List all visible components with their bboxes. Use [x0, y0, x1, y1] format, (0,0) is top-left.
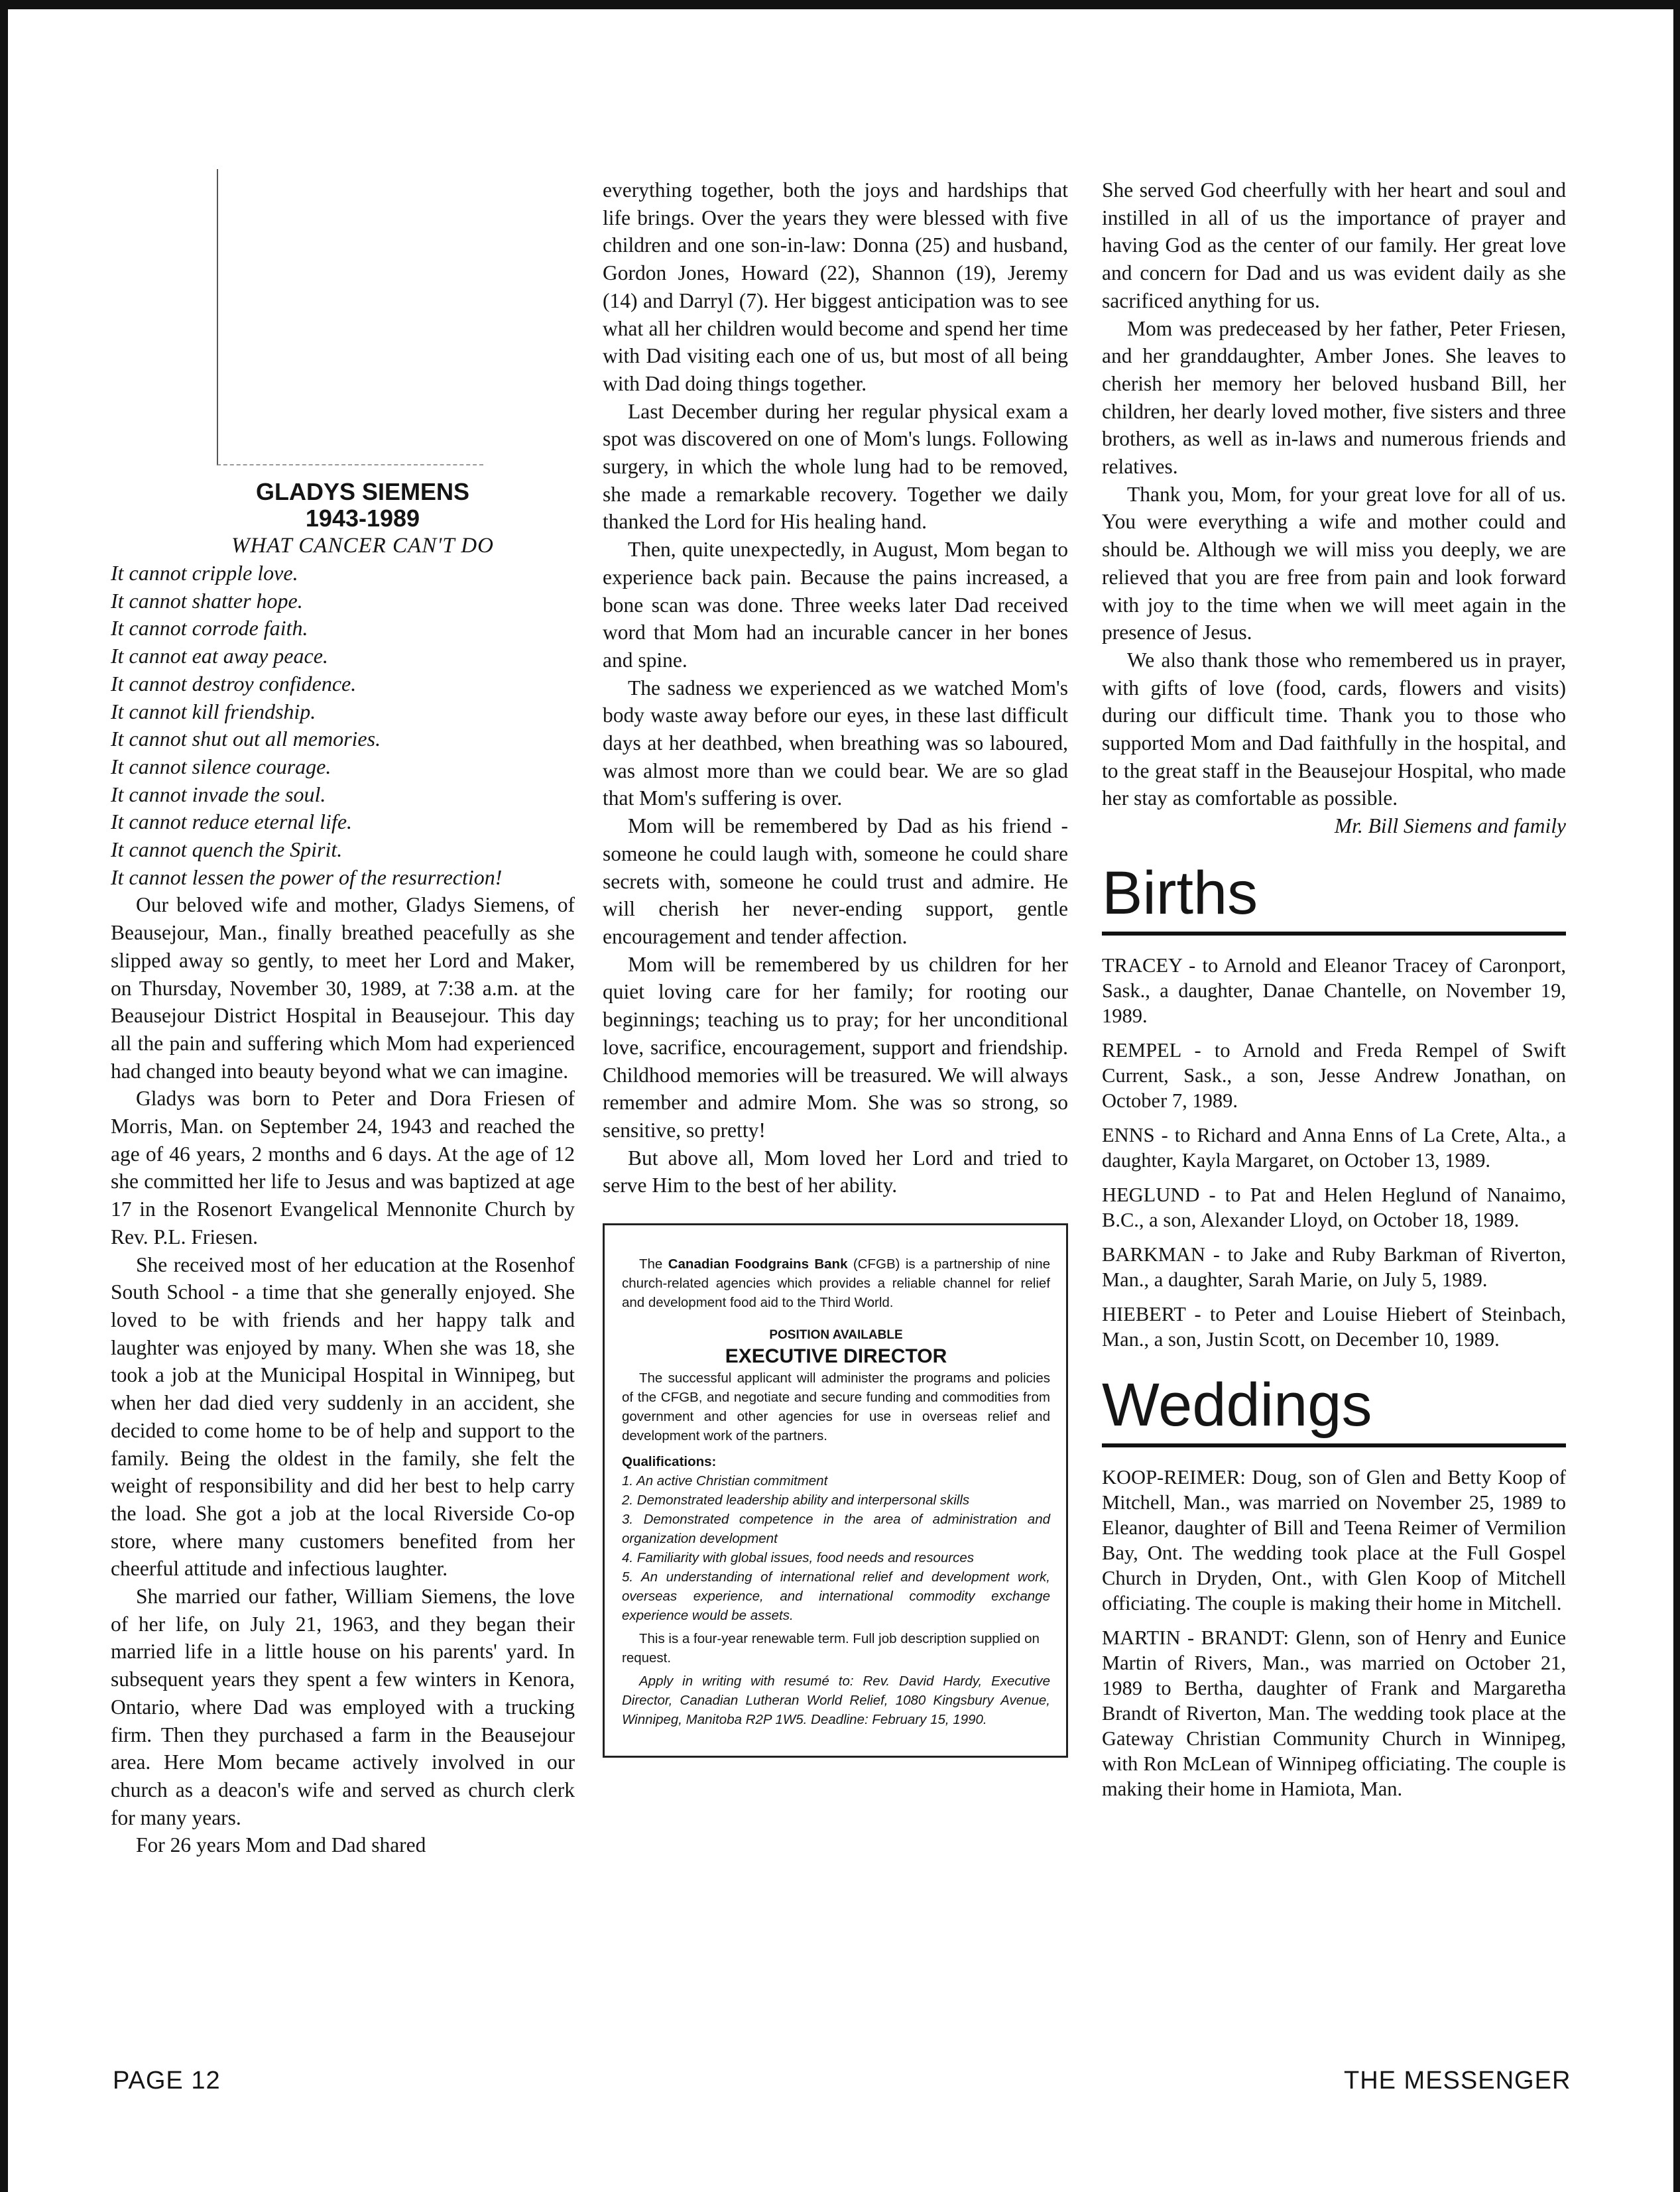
obituary-paragraph: Mom will be remembered by Dad as his friend - someone he could laugh with, someone he could share secrets with, someone he could trust and admire. He will cherish her never-ending support, gentle encouragement and tender affection.	[603, 814, 1068, 948]
publication-name: THE MESSENGER	[1344, 2067, 1571, 2095]
obituary-paragraph: For 26 years Mom and Dad shared	[136, 1833, 426, 1857]
obituary-signoff: Mr. Bill Siemens and family	[1334, 814, 1566, 838]
poem-line: It cannot eat away peace.	[111, 644, 328, 668]
birth-notice: BARKMAN - to Jake and Ruby Barkman of Riverton, Man., a daughter, Sarah Marie, on July 5, 1989.	[1102, 1243, 1566, 1291]
ad-position-title: EXECUTIVE DIRECTOR	[725, 1345, 947, 1368]
ad-qualifications-heading: Qualifications:	[622, 1454, 717, 1470]
obituary-paragraph: Our beloved wife and mother, Gladys Siemens, of Beausejour, Man., finally breathed peacefully as she slipped away so gently, to meet her Lord and Maker, on Thursday, November 30, 1989, at 7:38 a.m. at the Beausejour District Hospital in Beausejour. This day all the pain and suffering which Mom had experienced had changed into beauty beyond what we can imagine.	[111, 893, 575, 1083]
birth-notice: ENNS - to Richard and Anna Enns of La Crete, Alta., a daughter, Kayla Margaret, on October 13, 1989.	[1102, 1123, 1566, 1172]
obituary-name: GLADYS SIEMENS	[255, 478, 470, 505]
births-heading: Births	[1102, 859, 1566, 936]
ad-qualification: 5. An understanding of international relief and development work, overseas experience, and international commodity exchange experience would be assets.	[622, 1569, 1050, 1624]
obituary-paragraph: But above all, Mom loved her Lord and tried to serve Him to the best of her ability.	[603, 1146, 1068, 1197]
obituary-paragraph: The sadness we experienced as we watched Mom's body waste away before our eyes, in these last difficult days at her deathbed, when breathing was so laboured, was almost more than we could bear. We are so glad that Mom's suffering is over.	[603, 676, 1068, 810]
ad-term: This is a four-year renewable term. Full job description supplied on request.	[622, 1631, 1040, 1666]
obituary-paragraph: Then, quite unexpectedly, in August, Mom began to experience back pain. Because the pains increased, a bone scan was done. Three weeks later Dad received word that Mom had an incurable cancer in her bones and spine.	[603, 538, 1068, 672]
obituary-paragraph: We also thank those who remembered us in prayer, with gifts of love (food, cards, flowers and visits) during our difficult time. Thank you to those who supported Mom and Dad faithfully in the hospital, and to the great staff in the Beausejour Hospital, who made her stay as comfortable as possible.	[1102, 648, 1566, 810]
poem-title: WHAT CANCER CAN'T DO	[231, 534, 494, 558]
obituary-paragraph: Gladys was born to Peter and Dora Friesen of Morris, Man. on September 24, 1943 and reached the age of 46 years, 2 months and 6 days. At the age of 12 she committed her life to Jesus and was baptized at age 17 in the Rosenort Evangelical Mennonite Church by Rev. P.L. Friesen.	[111, 1087, 575, 1248]
ad-qualifications-list	[622, 1471, 1050, 1625]
obituary-body-part-3	[1102, 176, 1566, 812]
poem-line: It cannot cripple love.	[111, 561, 298, 585]
poem-line: It cannot silence courage.	[111, 754, 331, 778]
ad-org-name: Canadian Foodgrains Bank	[668, 1256, 848, 1272]
ad-apply-instructions: Apply in writing with resumé to: Rev. David Hardy, Executive Director, Canadian Lutheran World Relief, 1080 Kingsbury Avenue, Winnipeg, Manitoba R2P 1W5. Deadline: February 15, 1990.	[622, 1674, 1050, 1728]
job-advertisement	[603, 1223, 1068, 1758]
column-1	[111, 169, 575, 1859]
ad-description: The successful applicant will administer the programs and policies of the CFGB, and negotiate and secure funding and commodities from government and other agencies for use in overseas relief and development work of the partners.	[622, 1370, 1050, 1444]
obituary-photo	[217, 169, 483, 465]
birth-notice: REMPEL - to Arnold and Freda Rempel of Swift Current, Sask., a son, Jesse Andrew Jonathan, on October 7, 1989.	[1102, 1038, 1566, 1112]
page-number: PAGE 12	[113, 2067, 221, 2095]
ad-intro-prefix: The	[639, 1256, 663, 1272]
poem-line: It cannot kill friendship.	[111, 699, 316, 723]
obituary-body-part-1	[111, 891, 575, 1859]
obituary-years: 1943-1989	[305, 505, 420, 532]
ad-intro-text: (CFGB) is a partnership of nine church-related agencies which provides a reliable channel for relief and development food aid to the Third World.	[622, 1256, 1051, 1311]
obituary-paragraph: She served God cheerfully with her heart and soul and instilled in all of us the importance of prayer and having God as the center of our family. Her great love and concern for Dad and us was evident daily as she sacrificed anything for us.	[1102, 178, 1566, 312]
obituary-paragraph: Last December during her regular physical exam a spot was discovered on one of Mom's lungs. Following surgery, in which the whole lung had to be removed, she made a remarkable recovery. Together we daily thanked the Lord for His healing hand.	[603, 399, 1068, 534]
poem-line: It cannot invade the soul.	[111, 782, 326, 806]
ad-qualification: 4. Familiarity with global issues, food needs and resources	[622, 1550, 974, 1566]
poem	[111, 560, 575, 891]
obituary-paragraph: She married our father, William Siemens, the love of her life, on July 21, 1963, and they began their married life in a little house on his parents' yard. In subsequent years they spent a few winters in Kenora, Ontario, where Dad was employed with a trucking firm. Then they purchased a farm in the Beausejour area. Here Mom became actively involved in our church as a deacon's wife and served as church clerk for many years.	[111, 1585, 575, 1829]
poem-line: It cannot destroy confidence.	[111, 671, 357, 696]
ad-qualification: 2. Demonstrated leadership ability and interpersonal skills	[622, 1492, 970, 1508]
column-2	[603, 176, 1068, 1758]
poem-line: It cannot shut out all memories.	[111, 727, 381, 751]
poem-line: It cannot shatter hope.	[111, 588, 303, 613]
obituary-paragraph: everything together, both the joys and hardships that life brings. Over the years they were blessed with five children and one son-in-law: Donna (25) and husband, Gordon Jones, Howard (22), Shannon (19), Jeremy (14) and Darryl (7). Her biggest anticipation was to see what all her children would become and spend her time with Dad visiting each one of us, but most of all being with Dad doing things together.	[603, 178, 1068, 395]
birth-notice: HEGLUND - to Pat and Helen Heglund of Nanaimo, B.C., a son, Alexander Lloyd, on October 18, 1989.	[1102, 1183, 1566, 1231]
obituary-paragraph: Mom will be remembered by us children for her quiet loving care for her family; for rooting our beginnings; teaching us to pray; for her unconditional love, sacrifice, encouragement, support and friendship. Childhood memories will be treasured. We will always remember and admire Mom. She was so strong, so sensitive, so pretty!	[603, 952, 1068, 1142]
column-3	[1102, 176, 1566, 1801]
birth-notice: HIEBERT - to Peter and Louise Hiebert of Steinbach, Man., a son, Justin Scott, on December 10, 1989.	[1102, 1302, 1566, 1351]
birth-notice: TRACEY - to Arnold and Eleanor Tracey of Caronport, Sask., a daughter, Danae Chantelle, on November 19, 1989.	[1102, 953, 1566, 1027]
obituary-paragraph: Thank you, Mom, for your great love for all of us. You were everything a wife and mother could and should be. Although we will miss you deeply, we are relieved that you are free from pain and look forward with joy to the time when we will meet again in the presence of Jesus.	[1102, 482, 1566, 644]
scan-edge-right	[1673, 0, 1680, 2192]
ad-intro	[622, 1254, 1050, 1312]
wedding-notice: KOOP-REIMER: Doug, son of Glen and Betty Koop of Mitchell, Man., was married on November 25, 1989 to Eleanor, daughter of Bill and Teena Reimer of Vermilion Bay, Ont. The wedding took place at the Full Gospel Church in Dryden, Ont., with Glen Koop of Mitchell officiating. The couple is making their home in Mitchell.	[1102, 1465, 1566, 1614]
weddings-heading: Weddings	[1102, 1370, 1566, 1447]
obituary-paragraph: She received most of her education at the Rosenhof South School - a time that she generally enjoyed. She loved to be with friends and her happy talk and laughter was enjoyed by many. When she was 18, she took a job at the Municipal Hospital in Winnipeg, but when her dad died very suddenly in an accident, she decided to come home to be of help and support to the family. Being the oldest in the family, she felt the weight of responsibility and did her best to help carry the load. She got a job at the local Riverside Co-op store, where many customers benefited from her cheerful attitude and infectious laughter.	[111, 1252, 575, 1581]
poem-line: It cannot lessen the power of the resurrection!	[111, 865, 503, 889]
ad-position-label: POSITION AVAILABLE	[769, 1328, 903, 1343]
obituary-paragraph: Mom was predeceased by her father, Peter Friesen, and her granddaughter, Amber Jones. She leaves to cherish her memory her beloved husband Bill, her children, her dearly loved mother, five sisters and three brothers, as well as in-laws and numerous friends and relatives.	[1102, 316, 1566, 479]
ad-qualification: 1. An active Christian commitment	[622, 1473, 828, 1489]
poem-line: It cannot quench the Spirit.	[111, 837, 343, 862]
ad-qualification: 3. Demonstrated competence in the area of administration and organization development	[622, 1512, 1050, 1547]
obituary-body-part-2	[603, 176, 1068, 1199]
scan-edge-top	[0, 0, 1680, 9]
poem-line: It cannot corrode faith.	[111, 616, 308, 640]
poem-line: It cannot reduce eternal life.	[111, 810, 353, 834]
wedding-notice: MARTIN - BRANDT: Glenn, son of Henry and Eunice Martin of Rivers, Man., was married on October 21, 1989 to Bertha, daughter of Frank and Margaretha Brandt of Riverton, Man. The wedding took place at the Gateway Christian Community Church in Winnipeg, with Ron McLean of Winnipeg officiating. The couple is making their home in Hamiota, Man.	[1102, 1626, 1566, 1800]
scan-edge-left	[0, 0, 8, 2192]
